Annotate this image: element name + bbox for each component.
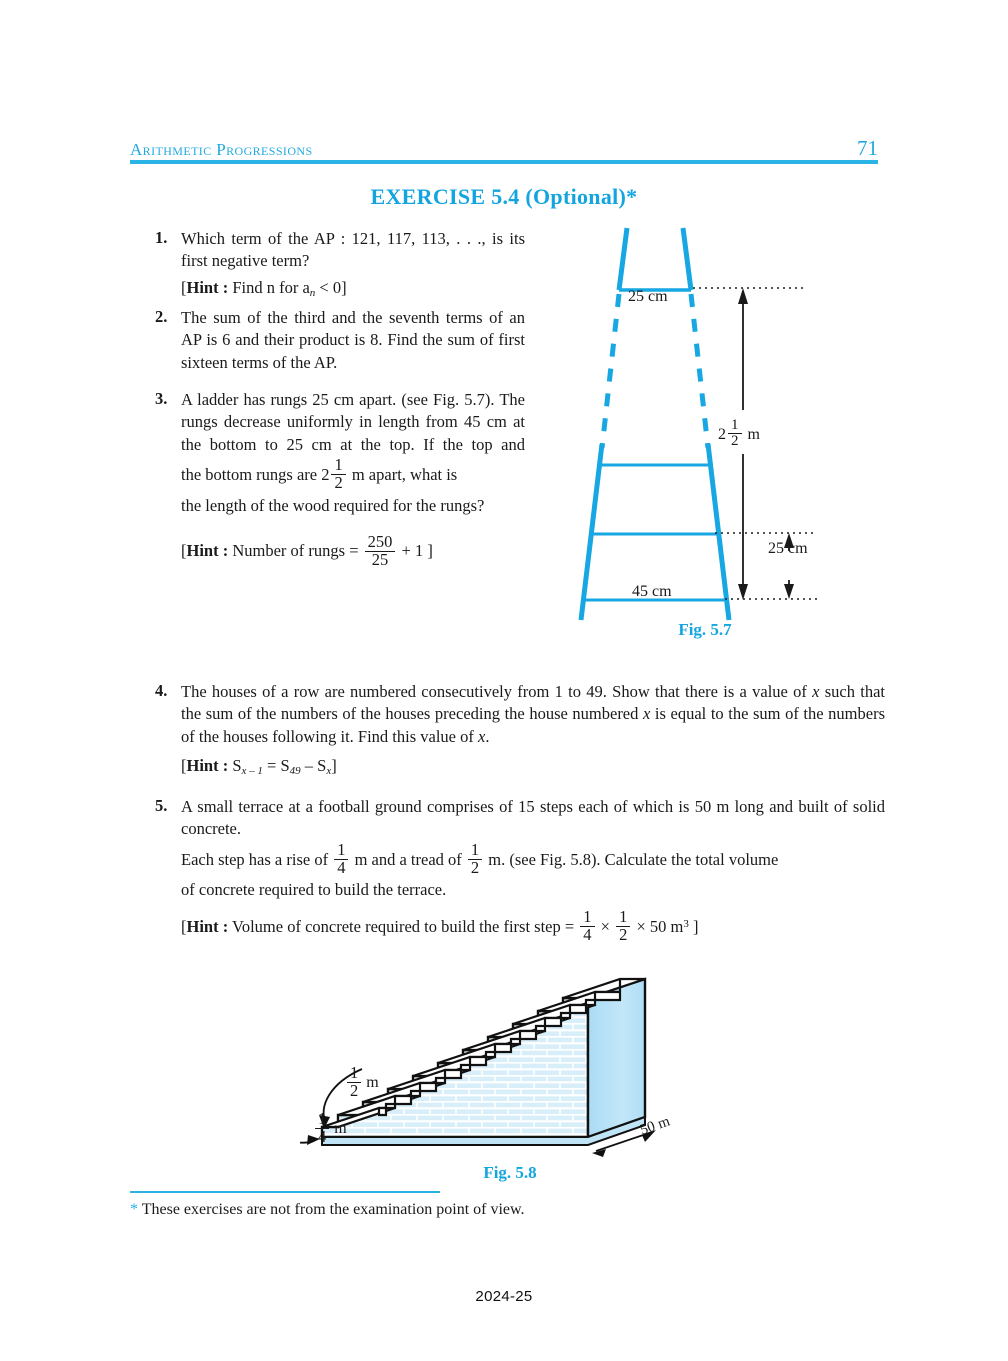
hint-text: Find n for a xyxy=(232,277,310,297)
numerator: 1 xyxy=(337,840,346,860)
terrace-right-face xyxy=(588,979,645,1137)
hint-fraction-one-quarter xyxy=(580,909,594,944)
figure-5-7-caption: Fig. 5.7 xyxy=(678,620,732,639)
question-text-part-2 xyxy=(181,841,885,880)
header-divider xyxy=(130,160,878,164)
question-text: Which term of the AP : 121, 117, 113, . . ., is its first negative term? xyxy=(181,229,525,271)
question-text-part-3: the length of the wood required for the rungs? xyxy=(181,495,485,515)
hint-formula: $S_{x - 1} = S_{49} - S_x$] xyxy=(232,755,337,777)
left-rail-top xyxy=(619,228,627,290)
dim-arrowhead-down xyxy=(738,584,748,600)
question-body xyxy=(181,307,525,374)
question-text: The sum of the third and the seventh terms of an AP is 6 and their product is 8. Find the sum of first sixteen terms of the AP. xyxy=(181,308,525,372)
question-hint: [Hint : Number of rungs = $\frac{250}{25}$ + 1 ] xyxy=(181,531,433,569)
terrace-length-label: 50 m xyxy=(638,1113,673,1139)
question-number: 4. xyxy=(155,681,168,700)
hint-fraction-one-half xyxy=(616,909,630,944)
denominator: 2 xyxy=(616,926,630,944)
question-1 xyxy=(155,228,525,300)
page-footer-year: 2024-25 xyxy=(475,1288,533,1305)
figure-5-8-caption: Fig. 5.8 xyxy=(483,1163,537,1182)
numerator: 1 xyxy=(583,907,592,927)
ladder-top-rung-label: 25 cm xyxy=(628,288,668,305)
running-header xyxy=(130,136,878,161)
hint-text: Number of rungs = xyxy=(232,540,359,560)
figure-5-8-terrace xyxy=(300,965,720,1165)
denominator: 2 xyxy=(331,474,345,492)
question-text-part-3: of concrete required to build the terrace. xyxy=(181,880,447,900)
fraction xyxy=(315,1111,329,1146)
text-run: m apart, what is xyxy=(351,464,458,484)
hint-label: Hint : xyxy=(186,755,229,775)
fraction xyxy=(331,454,345,492)
question-body xyxy=(181,389,525,569)
question-number: 1. xyxy=(155,228,168,247)
unit: m xyxy=(366,1074,379,1092)
right-rail-top xyxy=(683,228,691,290)
footnote-marker: * xyxy=(130,1201,138,1218)
footnote-text: These exercises are not from the examination point of view. xyxy=(141,1201,525,1218)
text-run: m and a tread of xyxy=(354,849,462,869)
question-text-part-1: A small terrace at a football ground comprises of 15 steps each of which is 50 m long and built of solid concrete. xyxy=(181,797,885,839)
question-body xyxy=(181,681,885,779)
right-rail-dashed xyxy=(691,294,708,448)
hint-tail: × 50 m xyxy=(636,916,684,936)
left-rail-bottom xyxy=(581,444,602,620)
text-run: the bottom rungs are xyxy=(181,464,318,484)
numerator: 1 xyxy=(334,454,343,474)
hint-subscript: n xyxy=(309,286,316,299)
footnote xyxy=(130,1201,870,1219)
question-number: 3. xyxy=(155,389,168,408)
question-text-part-2 xyxy=(181,456,525,495)
numerator: 1 xyxy=(350,1063,359,1082)
hint-label: Hint : xyxy=(186,540,229,560)
unit: m xyxy=(334,1120,347,1138)
question-hint: [Hint : Find n for $a_n < 0$] xyxy=(181,277,347,299)
question-body xyxy=(181,228,525,300)
right-rail-bottom xyxy=(708,444,729,620)
hint-close-bracket: ] xyxy=(693,916,699,936)
unit: m xyxy=(747,425,760,443)
question-number: 5. xyxy=(155,796,168,815)
question-body xyxy=(181,796,885,946)
hint-tail: < 0] xyxy=(319,277,347,297)
left-rail-dashed xyxy=(602,294,619,448)
denominator: 25 xyxy=(365,551,396,569)
question-hint: [Hint : Volume of concrete required to build the first step = $\frac{1}{4}$ × $\frac{1}{2}$ × 50 $m^3$ ] xyxy=(181,907,699,945)
fraction-250-over-25 xyxy=(365,531,396,569)
fraction xyxy=(347,1065,361,1100)
terrace-tread-label xyxy=(345,1063,379,1101)
numerator: 1 xyxy=(731,417,739,433)
text-run: m. (see Fig. 5.8). Calculate the total volume xyxy=(488,849,779,869)
denominator: 2 xyxy=(468,859,482,877)
mixed-number-2-and-half xyxy=(321,456,348,495)
denominator: 4 xyxy=(315,1128,329,1146)
denominator: 2 xyxy=(728,433,742,449)
question-text: The houses of a row are numbered consecutively from 1 to 49. Show that there is a value of x such that the sum of the numbers of the houses preceding the house numbered x is equal to the sum of the numbers of the houses following it. Find this value of x. xyxy=(181,682,885,746)
question-text-part-1: A ladder has rungs 25 cm apart. (see Fig. 5.7). The rungs decrease uniformly in length from 45 cm at the bottom to 25 cm at the top. If the top and xyxy=(181,390,525,454)
denominator: 4 xyxy=(580,926,594,944)
fraction-one-half xyxy=(468,842,482,877)
hint-text: Volume of concrete required to build the first step = xyxy=(232,916,575,936)
text-run: Each step has a rise of xyxy=(181,849,329,869)
multiply-sign: × xyxy=(600,916,610,936)
small-dim-arrowhead-down xyxy=(784,584,794,599)
chapter-title: Arithmetic Progressions xyxy=(130,140,313,159)
exercise-heading: EXERCISE 5.4 (Optional)* xyxy=(370,184,638,209)
numerator: 1 xyxy=(318,1109,327,1128)
question-number: 2. xyxy=(155,307,168,326)
question-2 xyxy=(155,307,525,374)
fraction xyxy=(728,418,742,450)
whole-part: 2 xyxy=(321,464,330,484)
dim-arrowhead-up xyxy=(738,288,748,304)
ladder-bottom-rung-label: 45 cm xyxy=(632,583,672,600)
denominator: 4 xyxy=(334,859,348,877)
hint-label: Hint : xyxy=(186,916,229,936)
fraction-one-quarter xyxy=(334,842,348,877)
numerator: 1 xyxy=(619,907,628,927)
page-number: 71 xyxy=(857,136,878,160)
hint-label: Hint : xyxy=(186,277,229,297)
numerator: 1 xyxy=(470,840,480,860)
ladder-height-label xyxy=(718,419,760,451)
whole-part: 2 xyxy=(718,425,726,443)
denominator: 2 xyxy=(347,1082,361,1100)
question-4 xyxy=(155,681,885,779)
numerator: 250 xyxy=(367,531,393,551)
question-hint: [Hint : $S_{x - 1} = S_{49} - S_x$] xyxy=(181,755,337,777)
question-3 xyxy=(155,389,525,569)
hint-tail: + 1 ] xyxy=(401,540,433,560)
ladder-rung-spacing-label: 25 cm xyxy=(768,540,808,557)
question-5 xyxy=(155,796,885,946)
terrace-rise-label xyxy=(313,1109,347,1147)
exponent: 3 xyxy=(683,917,689,930)
footnote-divider xyxy=(130,1191,440,1193)
terrace-drawing xyxy=(300,965,720,1165)
